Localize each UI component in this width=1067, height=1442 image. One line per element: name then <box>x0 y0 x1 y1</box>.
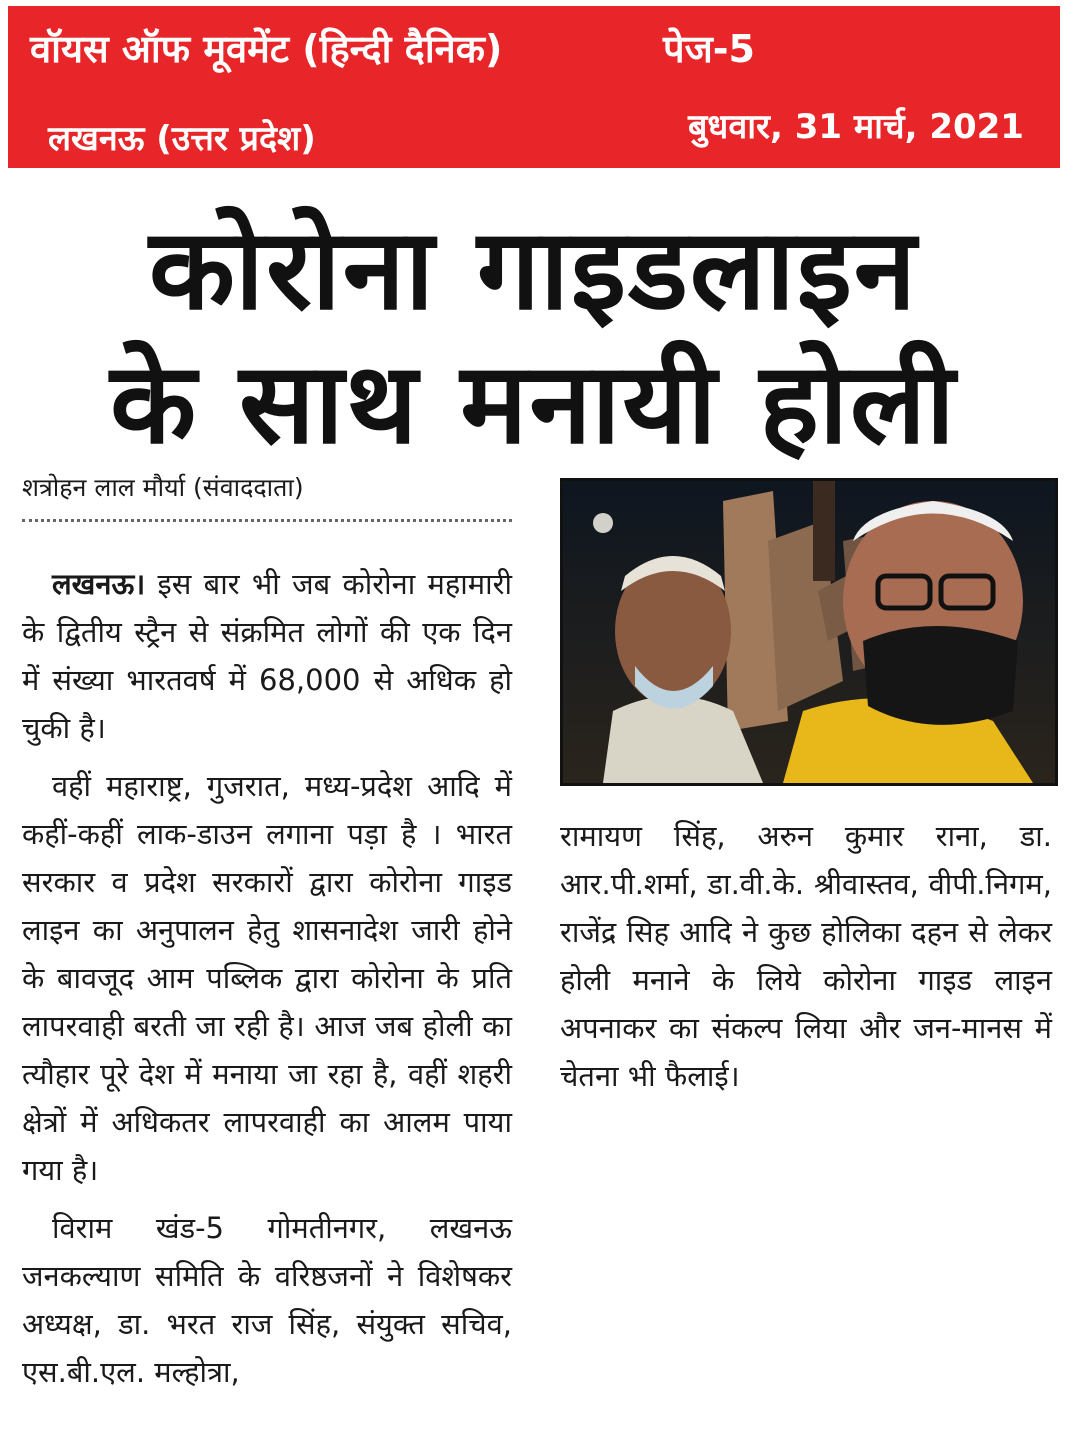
headline-line-1: कोरोना गाइडलाइन <box>148 205 919 335</box>
paragraph-1 <box>22 560 512 752</box>
photo-caption: रामायण सिंह, अरुन कुमार राना, डा. आर.पी.शर्मा, डा.वी.के. श्रीवास्तव, वीपी.निगम, राजेंद्र सिह आदि ने कुछ होलिका दहन से लेकर होली मनाने के लिये कोरोना गाइड लाइन अपनाकर का संकल्प लिया और जन-मानस में चेतना भी फैलाई। <box>560 819 1052 1093</box>
headline-line-2: के साथ मनायी होली <box>110 339 957 469</box>
paragraph-2: वहीं महाराष्ट्र, गुजरात, मध्य-प्रदेश आदि में कहीं-कहीं लाक-डाउन लगाना पड़ा है । भारत सरकार व प्रदेश सरकारों द्वारा कोरोना गाइड लाइन का अनुपालन हेतु शासनादेश जारी होने के बावजूद आम पब्लिक द्वारा कोरोना के प्रति लापरवाही बरती जा रही है। आज जब होली का त्यौहार पूरे देश में मनाया जा रहा है, वहीं शहरी क्षेत्रों में अधिकतर लापरवाही का आलम पाया गया है। <box>22 769 512 1187</box>
newspaper-name: वॉयस ऑफ मूवमेंट (हिन्दी दैनिक) <box>30 27 503 71</box>
byline: शत्रोहन लाल मौर्या (संवाददाता) <box>22 473 304 502</box>
issue-date: बुधवार, 31 मार्च, 2021 <box>688 107 1024 147</box>
page-number: पेज-5 <box>663 27 755 71</box>
paragraph-3: विराम खंड-5 गोमतीनगर, लखनऊ जनकल्याण समिति के वरिष्ठजनों ने विशेषकर अध्यक्ष, डा. भरत राज सिंह, संयुक्त सचिव, एस.बी.एल. मल्होत्रा, <box>22 1211 512 1389</box>
dateline: लखनऊ। <box>52 567 146 601</box>
masthead-banner <box>8 6 1060 168</box>
article-body <box>22 560 512 1406</box>
dotted-divider <box>22 519 512 522</box>
news-photo <box>560 478 1058 786</box>
paragraph-1-text: इस बार भी जब कोरोना महामारी के द्वितीय स्ट्रैन से संक्रमित लोगों की एक दिन में संख्या भारतवर्ष में 68,000 से अधिक हो चुकी है। <box>22 567 512 745</box>
photo-illustration <box>563 481 1055 783</box>
edition-city: लखनऊ (उत्तर प्रदेश) <box>48 119 316 159</box>
